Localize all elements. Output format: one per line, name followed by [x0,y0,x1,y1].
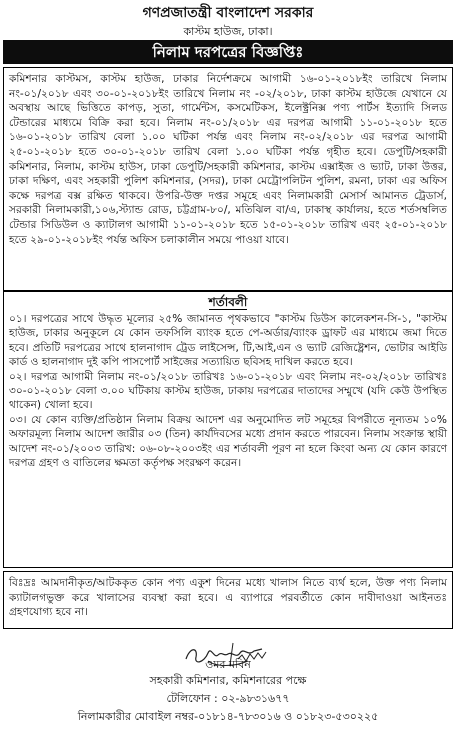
condition-item-2: ০২। দরপত্র আগামী নিলাম নং-০১/২০১৮ তারিখঃ ১৬-০১-২০১৮ এবং নিলাম নং-০২/২০১৮ তারিখঃ ৩০-০১-২০১৮ বেলা ৩.০০ ঘটিকায় কাস্টম হাউজ, ঢাকায় দরপত্রের দাতাদের সম্মুখে (যদি কেউ উপস্থিত থাকেন) খোলা হবে। [9,370,447,412]
signatory-name: ওমর মবিন [205,658,251,671]
conditions-title [9,294,447,310]
notice-banner: নিলাম দরপত্রের বিজ্ঞপ্তিঃ [3,40,453,64]
notice-body-box [3,67,453,291]
footnote-text: বিঃদ্রঃ আমদানীকৃত/আটককৃত কোন পণ্য একুশ দিনের মধ্যে খালাস নিতে ব্যর্থ হলে, উক্ত পণ্য নিলাম ক্যাটালগভুক্ত করে খালাসের ব্যবস্থা করা হবে। এ ব্যাপারে পরবর্তীতে কোন দাবীদাওয়া আইনতঃ গ্রহণযোগ্য হবে না। [9,577,447,619]
tender-notice-page [3,3,453,727]
signatory-role: সহকারী কমিশনার, কমিশনারের পক্ষে [149,674,307,687]
footnote-box [3,571,453,629]
conditions-title-text: শর্তাবলী [208,295,248,309]
office-subtitle: কাস্টম হাউজ, ঢাকা। [183,25,273,38]
condition-item-3: ০৩। যে কোন ব্যক্তি/প্রতিষ্ঠান নিলাম বিক্রয় আদেশ এর অনুমোদিত লট সমূহের বিপরীতে নূন্যতম ১০% অফারমূল্য নিলাম আদেশ জারীর ০৩ (তিন) কার্যদিবসের মধ্যে প্রদান করতে পারবেন। নিলাম সংক্রান্ত স্থায়ী আদেশ নং-০১/২০০৩ তারিখ: ০৬-০৮-২০০৩ইং এর শর্তাবলী পূরণ না হলে কিংবা অন্য যে কোন কারণে দরপত্র গ্রহণ ও বাতিলের ক্ষমতা কর্তৃপক্ষ সংরক্ষণ করেন। [9,413,447,470]
condition-item-1: ০১। দরপত্রের সাথে উদ্ধৃত মূল্যের ২৫% জামানত পৃথকভাবে "কাস্টম ডিউস কালেকশন-সি-১, "কাস্টম হাউজ, ঢাকার অনুকূলে যে কোন তফসিলি ব্যাংক হতে পে-অর্ডার/ব্যাংক ড্রাফট এর মাধ্যমে জমা দিতে হবে। প্রতিটি দরপত্রের সাথে হালনাগাদ ট্রেড লাইসেন্স, টি,আই,এন ও ভ্যাট রেজিষ্ট্রেশন, ভোটার আইডি কার্ড ও হালনাগাদ দুই কপি পাসপোর্ট সাইজের সত্যায়িত ছবিসহ দাখিল করতে হবে। [9,313,447,369]
government-title: গণপ্রজাতন্ত্রী বাংলাদেশ সরকার [142,5,314,21]
conditions-box [3,291,453,568]
handwritten-signature [178,637,288,677]
signature-scribble [178,637,288,677]
notice-body-text: কমিশনার কাস্টমস, কাস্টম হাউজ, ঢাকার নির্দেশক্রমে আগামী ১৬-০১-২০১৮ইং তারিখে নিলাম নং-০১/২০১৮ এবং ৩০-০১-২০১৮ইং তারিখে নিলাম নং -০২/২০১৮, ঢাকা কাস্টম হাউজে যেখানে যে অবস্থায় আছে ভিত্তিতে কাপড়, সুতা, গার্মেন্টস, কসমেটিকস, ইলেক্ট্রনিক্স পণ্য পার্টস ইত্যাদি সিলড টেন্ডারের মাধ্যমে বিক্রি করা হবে। নিলাম নং-০১/২০১৮ এর দরপত্র আগামী ১১-০১-২০১৮ হতে ১৬-০১-২০১৮ তারিখ বেলা ১.০০ ঘটিকা পর্যন্ত এবং নিলাম নং-০২/২০১৮ এর দরপত্র আগামী ২৫-০১-২০১৮ হতে ৩০-০১-২০১৮ তারিখ বেলা ১.০০ ঘটিকা পর্যন্ত গৃহীত হবে। ডেপুটি/সহকারী কমিশনার, নিলাম, কাস্টম হাউস, ঢাকা ডেপুটি/সহকারী কমিশনার, কাস্টম এক্সাইজ ও ভ্যাট, ঢাকা উত্তর, ঢাকা দক্ষিণ, এবং সহকারী পুলিশ কমিশনার, (সদর), ঢাকা মেট্রোপলিটন পুলিশ, রমনা, ঢাকা এর অফিস কক্ষে দরপত্র বক্স রক্ষিত থাকবে। উপরি-উক্ত দপ্তর সমূহে এবং নিলামকারী মেসার্স আমানত ট্রেডার্স, সরকারী নিলামকারী,১০৬,স্ট্যান্ড রোড, চট্টগ্রাম-৮০/, মতিঝিল বা/এ, ঢাকাস্থ কার্যালয়, হতে শর্তসম্বলিত টেন্ডার সিডিউল ও ক্যাটালগ আগামী ১১-০১-২০১৮ হতে ১৫-০১-২০১৮ তারিখ এবং ২৫-০১-২০১৮ হতে ২৯-০১-২০১৮ইং পর্যন্ত অফিস চলাকালীন সময়ে পাওয়া যাবে। [9,73,447,246]
signatory-phone: টেলিফোন : ০২-৯৮৩১৬৭৭ [166,692,290,705]
auctioneer-mobile: নিলামকারীর মোবাইল নম্বর-০১৮১৪-৭৮৩০১৬ ও ০১৮২৩-৫৩০২২৫ [77,710,379,723]
